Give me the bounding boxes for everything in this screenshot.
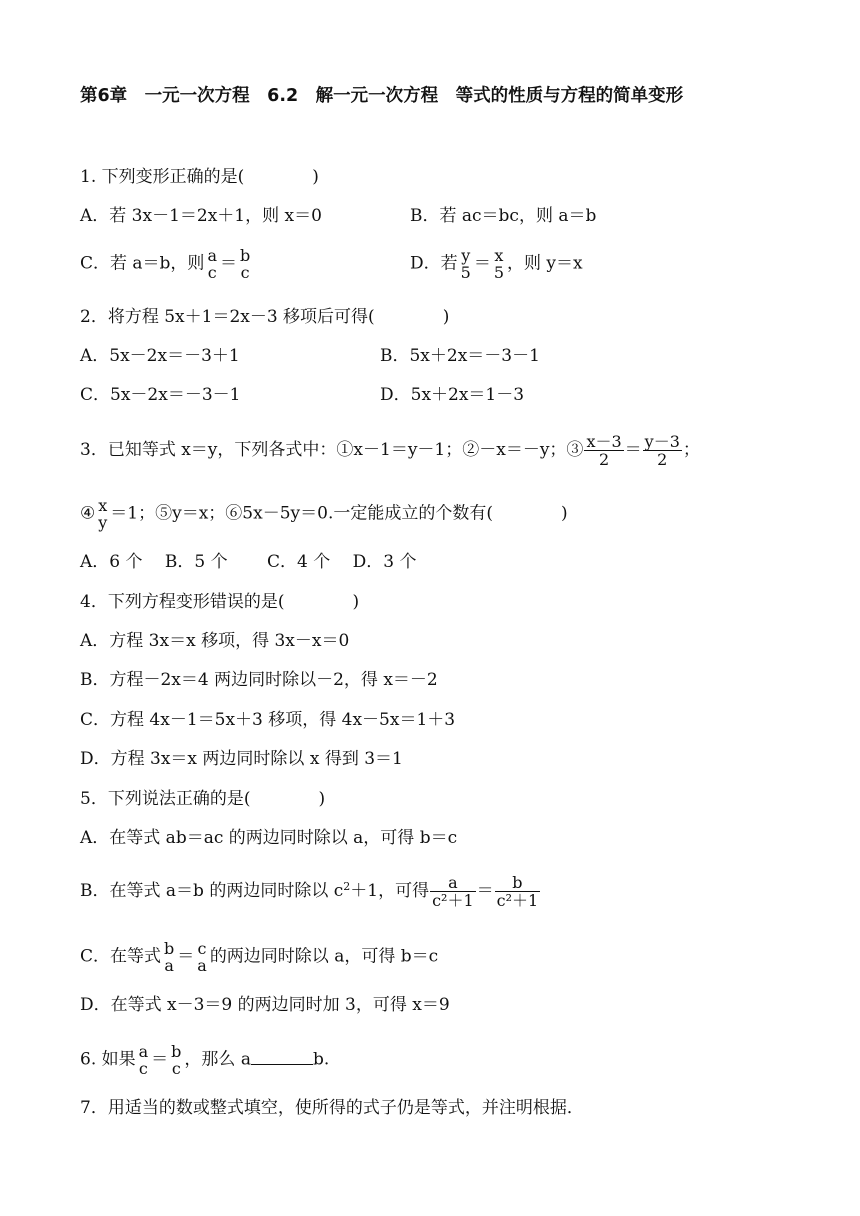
q3-line-2 <box>80 497 568 531</box>
q1-d-text: D．若 <box>410 253 458 274</box>
equals: ＝ <box>624 440 642 460</box>
q1-option-d <box>410 247 583 281</box>
numerator: y－3 <box>644 432 680 451</box>
q4-option-c: C．方程 4x－1＝5x＋3 移项，得 4x－5x＝1＋3 <box>80 710 456 730</box>
q5-option-b <box>80 874 541 909</box>
fraction <box>643 433 682 468</box>
q5-option-a: A．在等式 ab＝ac 的两边同时除以 a，可得 b＝c <box>80 828 458 848</box>
denominator: 2 <box>598 450 610 469</box>
q3-line-1-text: 3．已知等式 x＝y，下列各式中：①x－1＝y－1；②－x＝－y；③ <box>80 440 584 460</box>
q6-text: 6. 如果 <box>80 1049 136 1070</box>
fraction <box>459 247 473 281</box>
fraction <box>238 247 252 281</box>
q5-b-text: B．在等式 a＝b 的两边同时除以 c <box>80 881 344 901</box>
denominator: 2 <box>657 450 668 469</box>
numerator: x <box>98 496 108 515</box>
q4-option-a: A．方程 3x＝x 移项，得 3x－x＝0 <box>80 631 350 651</box>
denominator: c <box>207 263 217 282</box>
denominator: c <box>138 1059 148 1078</box>
numerator: b <box>164 939 175 958</box>
denominator: a <box>197 956 207 975</box>
numerator: a <box>207 246 217 265</box>
denominator: c <box>240 263 250 282</box>
q2-option-d: D．5x＋2x＝1－3 <box>380 385 525 405</box>
equals: ＝ <box>177 946 195 967</box>
q2-option-c: C．5x－2x＝－3－1 <box>80 385 241 405</box>
fraction <box>162 940 176 974</box>
denominator: c²＋1 <box>432 891 474 910</box>
page-title: 第6章 一元一次方程 6.2 解一元一次方程 等式的性质与方程的简单变形 <box>80 86 684 106</box>
exponent: 2 <box>343 880 351 893</box>
numerator: b <box>495 874 541 892</box>
q4-option-d: D．方程 3x＝x 两边同时除以 x 得到 3＝1 <box>80 749 403 769</box>
q5-option-d: D．在等式 x－3＝9 的两边同时加 3，可得 x＝9 <box>80 995 450 1015</box>
q6-mid: ，那么 a <box>184 1049 251 1070</box>
numerator: c <box>197 939 207 958</box>
numerator: x <box>494 246 504 265</box>
q4-stem: 4．下列方程变形错误的是( ) <box>80 592 360 612</box>
numerator: b <box>171 1042 182 1061</box>
numerator: b <box>239 246 251 265</box>
denominator: 5 <box>460 263 471 282</box>
numerator: y <box>461 246 471 265</box>
q7-stem: 7．用适当的数或整式填空，使所得的式子仍是等式，并注明根据． <box>80 1098 584 1118</box>
q1-d-tail: ，则 y＝x <box>507 253 583 274</box>
q2-stem: 2．将方程 5x＋1＝2x－3 移项后可得( ) <box>80 307 450 327</box>
q4-option-b: B．方程－2x＝4 两边同时除以－2，得 x＝－2 <box>80 670 438 690</box>
denominator: c <box>171 1059 181 1078</box>
denominator: c²＋1 <box>496 891 539 910</box>
fraction <box>495 874 541 909</box>
q2-option-b: B．5x＋2x＝－3－1 <box>380 346 540 366</box>
fraction <box>195 940 209 974</box>
q3-line-2-text: ＝1；⑤y＝x；⑥5x－5y＝0.一定能成立的个数有( ) <box>110 503 568 524</box>
q1-stem: 1. 下列变形正确的是( ) <box>80 167 319 187</box>
fraction <box>492 247 506 281</box>
q5-option-c <box>80 940 438 974</box>
q1-option-c <box>80 247 253 281</box>
q5-stem: 5．下列说法正确的是( ) <box>80 789 326 809</box>
equals: ＝ <box>473 253 491 274</box>
numerator: a <box>138 1042 149 1061</box>
numerator: x－3 <box>586 432 622 451</box>
q3-line-1-tail: ； <box>682 440 700 460</box>
q1-option-b: B．若 ac＝bc，则 a＝b <box>410 206 597 226</box>
fraction <box>96 497 109 531</box>
equals: ＝ <box>476 881 494 901</box>
q3-line-2-marker: ④ <box>80 503 96 524</box>
q3-options: A．6 个 B．5 个 C．4 个 D．3 个 <box>80 552 417 572</box>
equals: ＝ <box>219 253 237 274</box>
q6-tail: b. <box>312 1049 330 1070</box>
q5-c-text: C．在等式 <box>80 946 162 967</box>
q1-c-text: C．若 a＝b，则 <box>80 253 205 274</box>
denominator: y <box>98 513 108 532</box>
numerator: a <box>430 874 476 892</box>
answer-blank[interactable] <box>251 1050 313 1065</box>
q2-option-a: A．5x－2x＝－3＋1 <box>80 346 240 366</box>
q3-line-1 <box>80 433 700 468</box>
fraction <box>430 874 476 909</box>
q6-stem <box>80 1043 329 1077</box>
denominator: a <box>164 956 174 975</box>
equals: ＝ <box>151 1049 169 1070</box>
q1-option-a: A．若 3x－1＝2x＋1，则 x＝0 <box>80 206 322 226</box>
q5-b-mid: ＋1，可得 <box>350 881 430 901</box>
fraction <box>584 433 623 468</box>
fraction <box>137 1043 151 1077</box>
denominator: 5 <box>493 263 505 282</box>
q5-c-tail: 的两边同时除以 a，可得 b＝c <box>209 946 439 967</box>
fraction <box>205 247 219 281</box>
fraction <box>169 1043 183 1077</box>
